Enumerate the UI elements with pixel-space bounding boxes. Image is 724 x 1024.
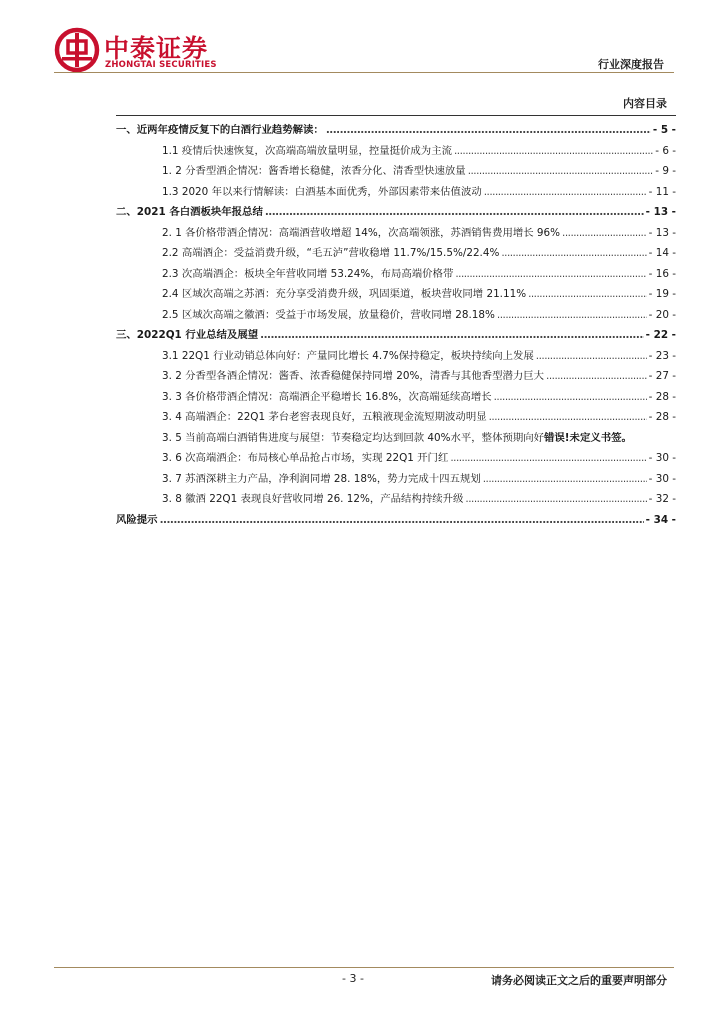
toc-entry-3-2[interactable]: 3. 2 分香型各酒企情况：酱香、浓香稳健保持同增 20%，清香与其他香型潜力巨大 ..... - 27 - [116, 367, 676, 388]
footer-disclaimer: 请务必阅读正文之后的重要声明部分 [491, 974, 667, 987]
toc-entry-risk[interactable]: 风险提示 ..... - 34 - [116, 511, 676, 532]
toc-entry-section-2[interactable]: 二、2021 各白酒板块年报总结 ..... - 13 - [116, 203, 676, 224]
logo-english-name: ZHONGTAI SECURITIES [105, 60, 217, 70]
toc-entry-2-2[interactable]: 2.2 高端酒企：受益消费升级，“毛五泸”营收稳增 11.7%/15.5%/22.4% ..... - 14 - [116, 244, 676, 265]
header-divider [54, 72, 674, 73]
toc-entry-3-5[interactable]: 3. 5 当前高端白酒销售进度与展望：节奏稳定均达到回款 40%水平，整体预期向好 错误!未定义书签。 [116, 429, 676, 450]
toc-entry-2-4[interactable]: 2.4 区域次高端之苏酒：充分享受消费升级，巩固渠道，板块营收同增 21.11% ..... - 19 - [116, 285, 676, 306]
zhongtai-logo-icon [54, 27, 100, 73]
toc-entry-3-4[interactable]: 3. 4 高端酒企：22Q1 茅台老窖表现良好，五粮液现金流短期波动明显 ..... - 28 - [116, 408, 676, 429]
report-type-label: 行业深度报告 [598, 58, 664, 71]
footer-divider [54, 967, 674, 968]
toc-entry-3-6[interactable]: 3. 6 次高端酒企：布局核心单品抢占市场，实现 22Q1 开门红 ..... - 30 - [116, 449, 676, 470]
toc-entry-3-7[interactable]: 3. 7 苏酒深耕主力产品，净利润同增 28. 18%，势力完成十四五规划 ..... - 30 - [116, 470, 676, 491]
logo-chinese-name: 中泰证券 [104, 34, 209, 63]
toc-entry-2-1[interactable]: 2. 1 各价格带酒企情况：高端酒营收增超 14%，次高端领涨，苏酒销售费用增长 96% ..... - 13 - [116, 224, 676, 245]
toc-entry-1-2[interactable]: 1. 2 分香型酒企情况：酱香增长稳健，浓香分化、清香型快速放量 ..... - 9 - [116, 162, 676, 183]
toc-entry-section-3[interactable]: 三、2022Q1 行业总结及展望 ..... - 22 - [116, 326, 676, 347]
toc-entry-3-8[interactable]: 3. 8 徽酒 22Q1 表现良好营收同增 26. 12%，产品结构持续升级 ..... - 32 - [116, 490, 676, 511]
toc-entry-2-5[interactable]: 2.5 区域次高端之徽酒：受益于市场发展，放量稳价，营收同增 28.18% ..... - 20 - [116, 306, 676, 327]
table-of-contents [116, 121, 676, 531]
toc-entry-1-1[interactable]: 1.1 疫情后快速恢复，次高端高端放量明显，控量挺价成为主流 ..... - 6 - [116, 142, 676, 163]
toc-entry-2-3[interactable]: 2.3 次高端酒企：板块全年营收同增 53.24%，布局高端价格带 ..... - 16 - [116, 265, 676, 286]
toc-entry-3-1[interactable]: 3.1 22Q1 行业动销总体向好：产量同比增长 4.7%保持稳定，板块持续向上发展 ..... - 23 - [116, 347, 676, 368]
bookmark-error-text: 错误!未定义书签。 [544, 431, 632, 444]
toc-divider [116, 115, 676, 116]
page-number: - 3 - [342, 972, 364, 985]
toc-entry-1-3[interactable]: 1.3 2020 年以来行情解读：白酒基本面优秀，外部因素带来估值波动 ..... - 11 - [116, 183, 676, 204]
company-logo [54, 27, 224, 73]
toc-entry-section-1[interactable]: 一、近两年疫情反复下的白酒行业趋势解读： ..... - 5 - [116, 121, 676, 142]
toc-entry-3-3[interactable]: 3. 3 各价格带酒企情况：高端酒企平稳增长 16.8%，次高端延续高增长 ..... - 28 - [116, 388, 676, 409]
toc-title: 内容目录 [623, 97, 667, 110]
